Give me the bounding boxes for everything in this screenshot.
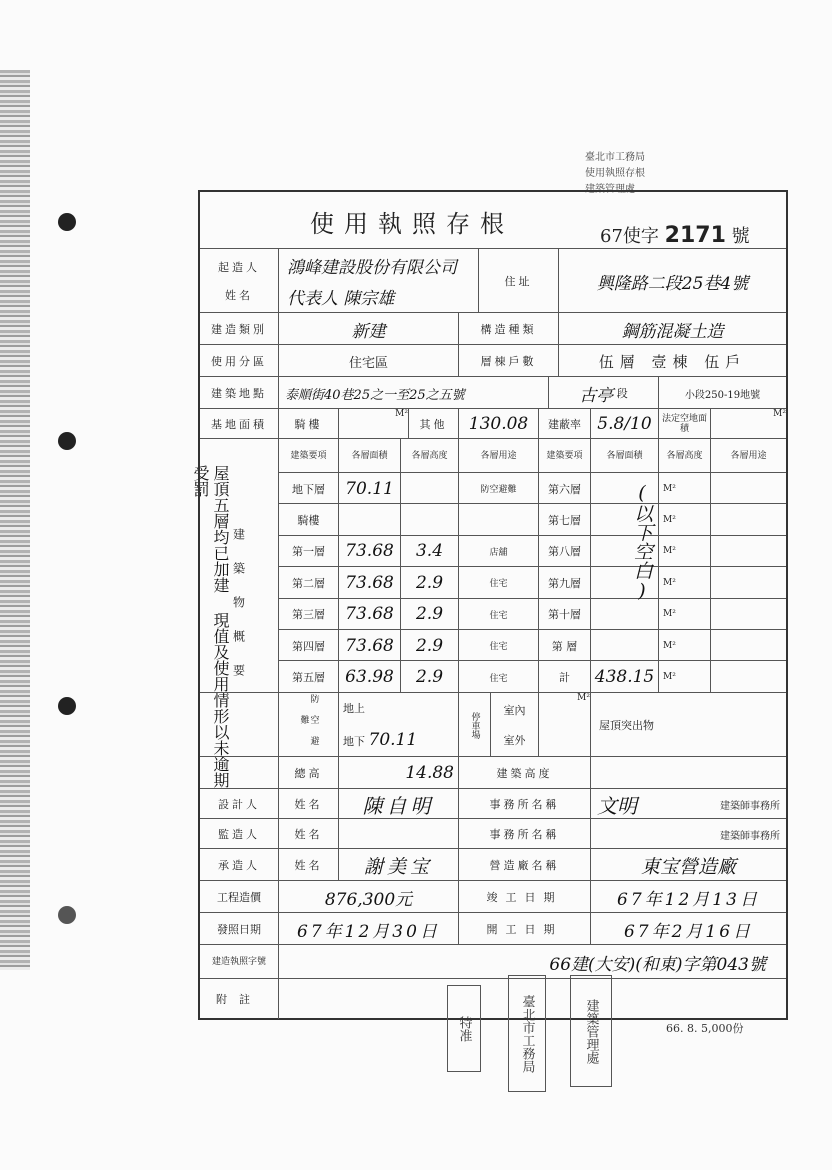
value-cell: [590, 913, 786, 945]
row-permit: [200, 944, 786, 979]
value-cell: [278, 345, 458, 377]
upper-floor-name: 第七層: [548, 514, 581, 528]
label: 使用分區: [211, 355, 267, 368]
number-value: 2171: [664, 223, 726, 248]
unit: M²: [663, 483, 676, 494]
table-cell: [538, 473, 590, 504]
col-item: 建築要項: [546, 451, 583, 461]
designer-office: 文明: [597, 793, 637, 818]
upper-floor-name: 第十層: [548, 608, 581, 622]
unit: M²: [395, 409, 408, 419]
label: 設計人: [218, 798, 260, 811]
value-cell: [590, 819, 786, 849]
unit: M²: [663, 546, 676, 557]
label: 騎樓: [294, 418, 323, 431]
table-row: [278, 660, 786, 692]
table-cell: [658, 536, 710, 567]
label: 承造人: [218, 859, 260, 872]
table-cell: [278, 504, 338, 535]
table-cell: [400, 567, 458, 598]
label: 附註: [216, 993, 262, 1006]
other-area: 130.08: [468, 414, 529, 434]
complete-date: 67年12月13日: [617, 889, 760, 910]
office-suffix: 建築師事務所: [720, 830, 780, 842]
table-cell: [710, 504, 786, 535]
col-use: 各層用途: [730, 451, 767, 461]
label-cell: [458, 819, 590, 849]
label: 事務所名稱: [489, 828, 560, 841]
table-cell: [710, 473, 786, 504]
floor-use: 防空避難: [480, 485, 517, 496]
upper-floor-name: 第 層: [551, 639, 578, 653]
table-cell: [458, 504, 538, 535]
table-cell: [338, 504, 400, 535]
table-cell: [538, 536, 590, 567]
label: 構造種類: [480, 323, 537, 336]
value-cell: [458, 409, 538, 439]
value-cell: [338, 409, 408, 439]
builder-company: 鴻峰建設股份有限公司: [287, 258, 457, 278]
label-cell: [490, 693, 538, 757]
label-cell: [278, 789, 338, 819]
label: 其他: [419, 418, 448, 431]
table-cell: [278, 473, 338, 504]
row-builder: [200, 248, 786, 313]
designer-name: 陳自明: [362, 793, 435, 818]
value-cell: [548, 377, 658, 409]
form-header: [200, 192, 790, 248]
label-cell: [658, 409, 710, 439]
table-cell: [590, 630, 658, 661]
total-height: 14.88: [405, 763, 454, 783]
stamp-line: 臺北市工務局: [585, 152, 645, 163]
col-area: 各層面積: [351, 451, 388, 461]
floor-area: 73.68: [345, 635, 394, 656]
col-area: 各層面積: [606, 451, 643, 461]
label: 監造人: [218, 828, 260, 841]
row-area: [200, 408, 786, 439]
label-cell: [200, 979, 278, 1019]
value-cell: [338, 693, 458, 757]
unit: M²: [663, 515, 676, 526]
value-cell: [590, 409, 658, 439]
total-area: 438.15: [594, 667, 655, 688]
unit: M²: [663, 577, 676, 588]
value-cell: [278, 913, 458, 945]
row-issue: [200, 912, 786, 945]
permit-form: [198, 190, 788, 1020]
label-cell: [200, 377, 278, 409]
value-cell: [590, 757, 786, 789]
col-header: [338, 439, 400, 473]
coverage: 5.8/10: [597, 414, 652, 434]
table-cell: [278, 630, 338, 661]
label: 基地面積: [211, 418, 267, 431]
table-cell: [710, 567, 786, 598]
floor-use: 住宅: [489, 579, 508, 590]
number-suffix: 號: [731, 226, 750, 247]
floor-height: 3.4: [415, 541, 444, 562]
col-header: [458, 439, 538, 473]
seal-stamp: 建築管理處: [570, 975, 612, 1087]
lot-number: 小段250-19地號: [684, 389, 761, 401]
label-cell: [458, 345, 558, 377]
row-location: [200, 376, 786, 409]
floor-use: 住宅: [489, 610, 508, 621]
table-cell: [658, 661, 710, 692]
label: 住址: [504, 275, 533, 288]
table-cell: [710, 536, 786, 567]
label-cell: [590, 693, 786, 757]
label-cell: [200, 849, 278, 881]
seal-stamp: 臺北市工務局: [508, 975, 546, 1092]
floors-value: 伍層 壹棟 伍戶: [598, 352, 747, 371]
label-cell: [200, 913, 278, 945]
top-stamp: [585, 150, 790, 194]
unit: M²: [577, 693, 590, 703]
punch-hole: [58, 213, 76, 231]
floor-name: 騎樓: [297, 514, 320, 528]
site-address: 泰順街40巷25之一至25之五號: [285, 387, 465, 403]
below-line: [343, 730, 417, 750]
contractor-name: 謝美宝: [363, 855, 433, 878]
table-cell: [400, 536, 458, 567]
table-cell: [400, 473, 458, 504]
table-cell: [458, 630, 538, 661]
builder-label-cell: [200, 249, 278, 313]
label-cell: [200, 945, 278, 979]
row-remarks: [200, 978, 786, 1019]
table-cell: [458, 536, 538, 567]
value-cell: [538, 693, 590, 757]
side-note: 屋頂五層均已加建 現值及使用情形以未逾期受罰: [191, 465, 230, 788]
table-row: [278, 472, 786, 504]
floor-use: 店舖: [489, 547, 508, 558]
label: 防空避難: [298, 693, 319, 757]
floor-height: 2.9: [415, 604, 444, 625]
label-cell: [278, 693, 338, 757]
label-cell: [200, 789, 278, 819]
label: 總高: [294, 767, 323, 780]
punch-hole: [58, 906, 76, 924]
floor-height: 2.9: [415, 572, 444, 593]
label: 建蔽率: [548, 418, 581, 431]
label-cell: [200, 819, 278, 849]
col-use: 各層用途: [480, 451, 517, 461]
table-cell: [338, 567, 400, 598]
table-cell: [338, 473, 400, 504]
label-cell: [458, 849, 590, 881]
table-cell: [538, 567, 590, 598]
floor-area: 73.68: [345, 541, 394, 562]
floor-area: 73.68: [345, 572, 394, 593]
structure-value: 鋼筋混凝土造: [621, 321, 724, 342]
label: 室外: [503, 734, 526, 747]
label: 地上: [343, 702, 365, 715]
row-zone: [200, 344, 786, 377]
district-suffix: 段: [616, 387, 628, 400]
table-cell: [590, 661, 658, 692]
value-cell: [278, 313, 458, 345]
label-cell: [458, 757, 590, 789]
label: 營造廠名稱: [489, 859, 560, 872]
col-header: [538, 439, 590, 473]
upper-floor-name: 第六層: [548, 482, 581, 496]
floor-use: 住宅: [489, 642, 508, 653]
label-cell: [458, 881, 590, 913]
row-columns: [200, 438, 786, 473]
table-cell: [278, 567, 338, 598]
floor-height: 2.9: [415, 667, 444, 688]
value-cell: [590, 789, 786, 819]
floor-name: 地下層: [292, 482, 325, 496]
floor-name: 第三層: [292, 608, 325, 622]
upper-floor-name: 計: [559, 671, 570, 685]
col-item: 建築要項: [290, 451, 327, 461]
label: 建築高度: [496, 767, 553, 780]
label: 姓名: [294, 828, 323, 841]
zone-value: 住宅區: [348, 355, 388, 371]
label: 室內: [503, 704, 526, 717]
value-cell: [558, 313, 786, 345]
label-cell: [458, 313, 558, 345]
value-cell: [558, 345, 786, 377]
col-header: [590, 439, 658, 473]
table-cell: [278, 599, 338, 630]
floor-use: 住宅: [489, 673, 508, 684]
value-cell: [278, 945, 786, 979]
label-cell: [408, 409, 458, 439]
value-cell: [338, 849, 458, 881]
label: 發照日期: [217, 923, 261, 936]
label-cell: [200, 409, 278, 439]
label: 建築地點: [211, 387, 267, 400]
table-row: [278, 566, 786, 598]
builder-representative: 代表人 陳宗雄: [287, 289, 395, 309]
floor-area: 73.68: [345, 604, 394, 625]
table-cell: [338, 536, 400, 567]
category-value: 新建: [351, 321, 386, 342]
label: 工程造價: [217, 891, 261, 904]
label-cell: [278, 819, 338, 849]
unit: M²: [663, 672, 676, 683]
row-cost: [200, 880, 786, 913]
unit: M²: [663, 640, 676, 651]
table-row: [278, 535, 786, 567]
label: 法定空地面積: [661, 414, 707, 434]
office-suffix: 建築師事務所: [720, 800, 780, 812]
builder-address: 興隆路二段25巷4號: [596, 273, 749, 294]
table-cell: [400, 599, 458, 630]
label: 姓名: [294, 798, 323, 811]
floor-name: 第二層: [292, 576, 325, 590]
table-cell: [458, 473, 538, 504]
row-category: [200, 312, 786, 345]
table-cell: [658, 567, 710, 598]
table-cell: [538, 504, 590, 535]
below-note: (以下空白): [631, 482, 653, 602]
table-cell: [658, 630, 710, 661]
district: 古亭: [579, 385, 614, 406]
table-cell: [710, 661, 786, 692]
table-cell: [400, 630, 458, 661]
unit: M²: [773, 409, 786, 419]
value-cell: [278, 377, 548, 409]
value-cell: [710, 409, 786, 439]
number-prefix: 67使字: [600, 226, 659, 247]
label: 建造類別: [211, 323, 267, 336]
stamp-line: 建築管理處: [585, 184, 635, 195]
table-cell: [338, 630, 400, 661]
address-cell: [558, 249, 786, 313]
label-cell: [200, 313, 278, 345]
shelter-area: 70.11: [368, 730, 418, 750]
row-contractor: [200, 848, 786, 881]
label-cell: [458, 789, 590, 819]
value-cell: [278, 881, 458, 913]
table-cell: [458, 567, 538, 598]
scan-edge: [0, 70, 30, 970]
label-cell: [458, 693, 490, 757]
table-cell: [658, 599, 710, 630]
building-label-text: 建築物概要: [231, 528, 246, 698]
value-cell: [590, 849, 786, 881]
label-cell: [200, 345, 278, 377]
table-cell: [278, 661, 338, 692]
table-row: [278, 503, 786, 535]
label: 建造執照字號: [211, 957, 266, 967]
label: 事務所名稱: [489, 798, 560, 811]
table-row: [278, 629, 786, 661]
floor-area: 63.98: [345, 667, 394, 688]
row-height: [200, 756, 786, 789]
factory-name: 東宝營造廠: [640, 855, 736, 878]
form-title: 使用執照存根: [310, 210, 514, 238]
table-cell: [278, 536, 338, 567]
table-cell: [710, 630, 786, 661]
punch-hole: [58, 432, 76, 450]
floor-height: 2.9: [415, 635, 444, 656]
table-cell: [658, 504, 710, 535]
issue-date: 67年12月30日: [297, 921, 440, 942]
value-cell: [590, 881, 786, 913]
punch-hole: [58, 697, 76, 715]
permit-number-value: 66建(大安)(和東)字第043號: [549, 954, 766, 975]
col-height: 各層高度: [411, 451, 448, 461]
permit-number: [600, 222, 750, 248]
table-cell: [400, 504, 458, 535]
label-cell: [538, 409, 590, 439]
value-cell: [338, 819, 458, 849]
label: 開工日期: [486, 923, 563, 936]
table-cell: [658, 473, 710, 504]
row-supervisor: [200, 818, 786, 849]
label-cell: [278, 757, 338, 789]
row-shelter: [200, 692, 786, 757]
seal-stamp: 特准: [447, 985, 481, 1072]
floor-name: 第一層: [292, 545, 325, 559]
table-cell: [458, 661, 538, 692]
floor-name: 第五層: [292, 671, 325, 685]
floor-name: 第四層: [292, 639, 325, 653]
stamp-line: 使用執照存根: [585, 168, 645, 179]
label: 屋頂突出物: [599, 719, 654, 732]
label-cell: [278, 409, 338, 439]
label-cell: [458, 913, 590, 945]
table-cell: [338, 661, 400, 692]
label: 起造人: [218, 261, 260, 274]
value-cell: [338, 757, 458, 789]
label-cell: [278, 849, 338, 881]
unit: M²: [663, 609, 676, 620]
cost-value: 876,300元: [324, 889, 413, 910]
col-header: [278, 439, 338, 473]
start-date: 67年2月16日: [623, 921, 754, 942]
col-header: [400, 439, 458, 473]
table-cell: [538, 661, 590, 692]
table-cell: [538, 630, 590, 661]
table-cell: [400, 661, 458, 692]
col-header: [658, 439, 710, 473]
table-row: [278, 598, 786, 630]
label: 層棟戶數: [480, 355, 537, 368]
address-label-cell: [478, 249, 558, 313]
label: 地下: [343, 735, 365, 748]
col-height: 各層高度: [666, 451, 703, 461]
value-cell: [338, 789, 458, 819]
label: 竣工日期: [486, 891, 563, 904]
label: 停車場: [469, 711, 480, 739]
builder-value-cell: [278, 249, 478, 313]
upper-floor-name: 第九層: [548, 576, 581, 590]
label: 姓名: [225, 289, 253, 302]
row-designer: [200, 788, 786, 819]
table-cell: [538, 599, 590, 630]
table-cell: [710, 599, 786, 630]
label: 姓名: [294, 859, 323, 872]
label-cell: [200, 881, 278, 913]
print-footer: 66. 8. 5,000份: [666, 1022, 744, 1035]
col-header: [710, 439, 786, 473]
upper-floor-name: 第八層: [548, 545, 581, 559]
table-cell: [458, 599, 538, 630]
value-cell: [658, 377, 786, 409]
table-cell: [338, 599, 400, 630]
floor-area: 70.11: [345, 478, 394, 499]
